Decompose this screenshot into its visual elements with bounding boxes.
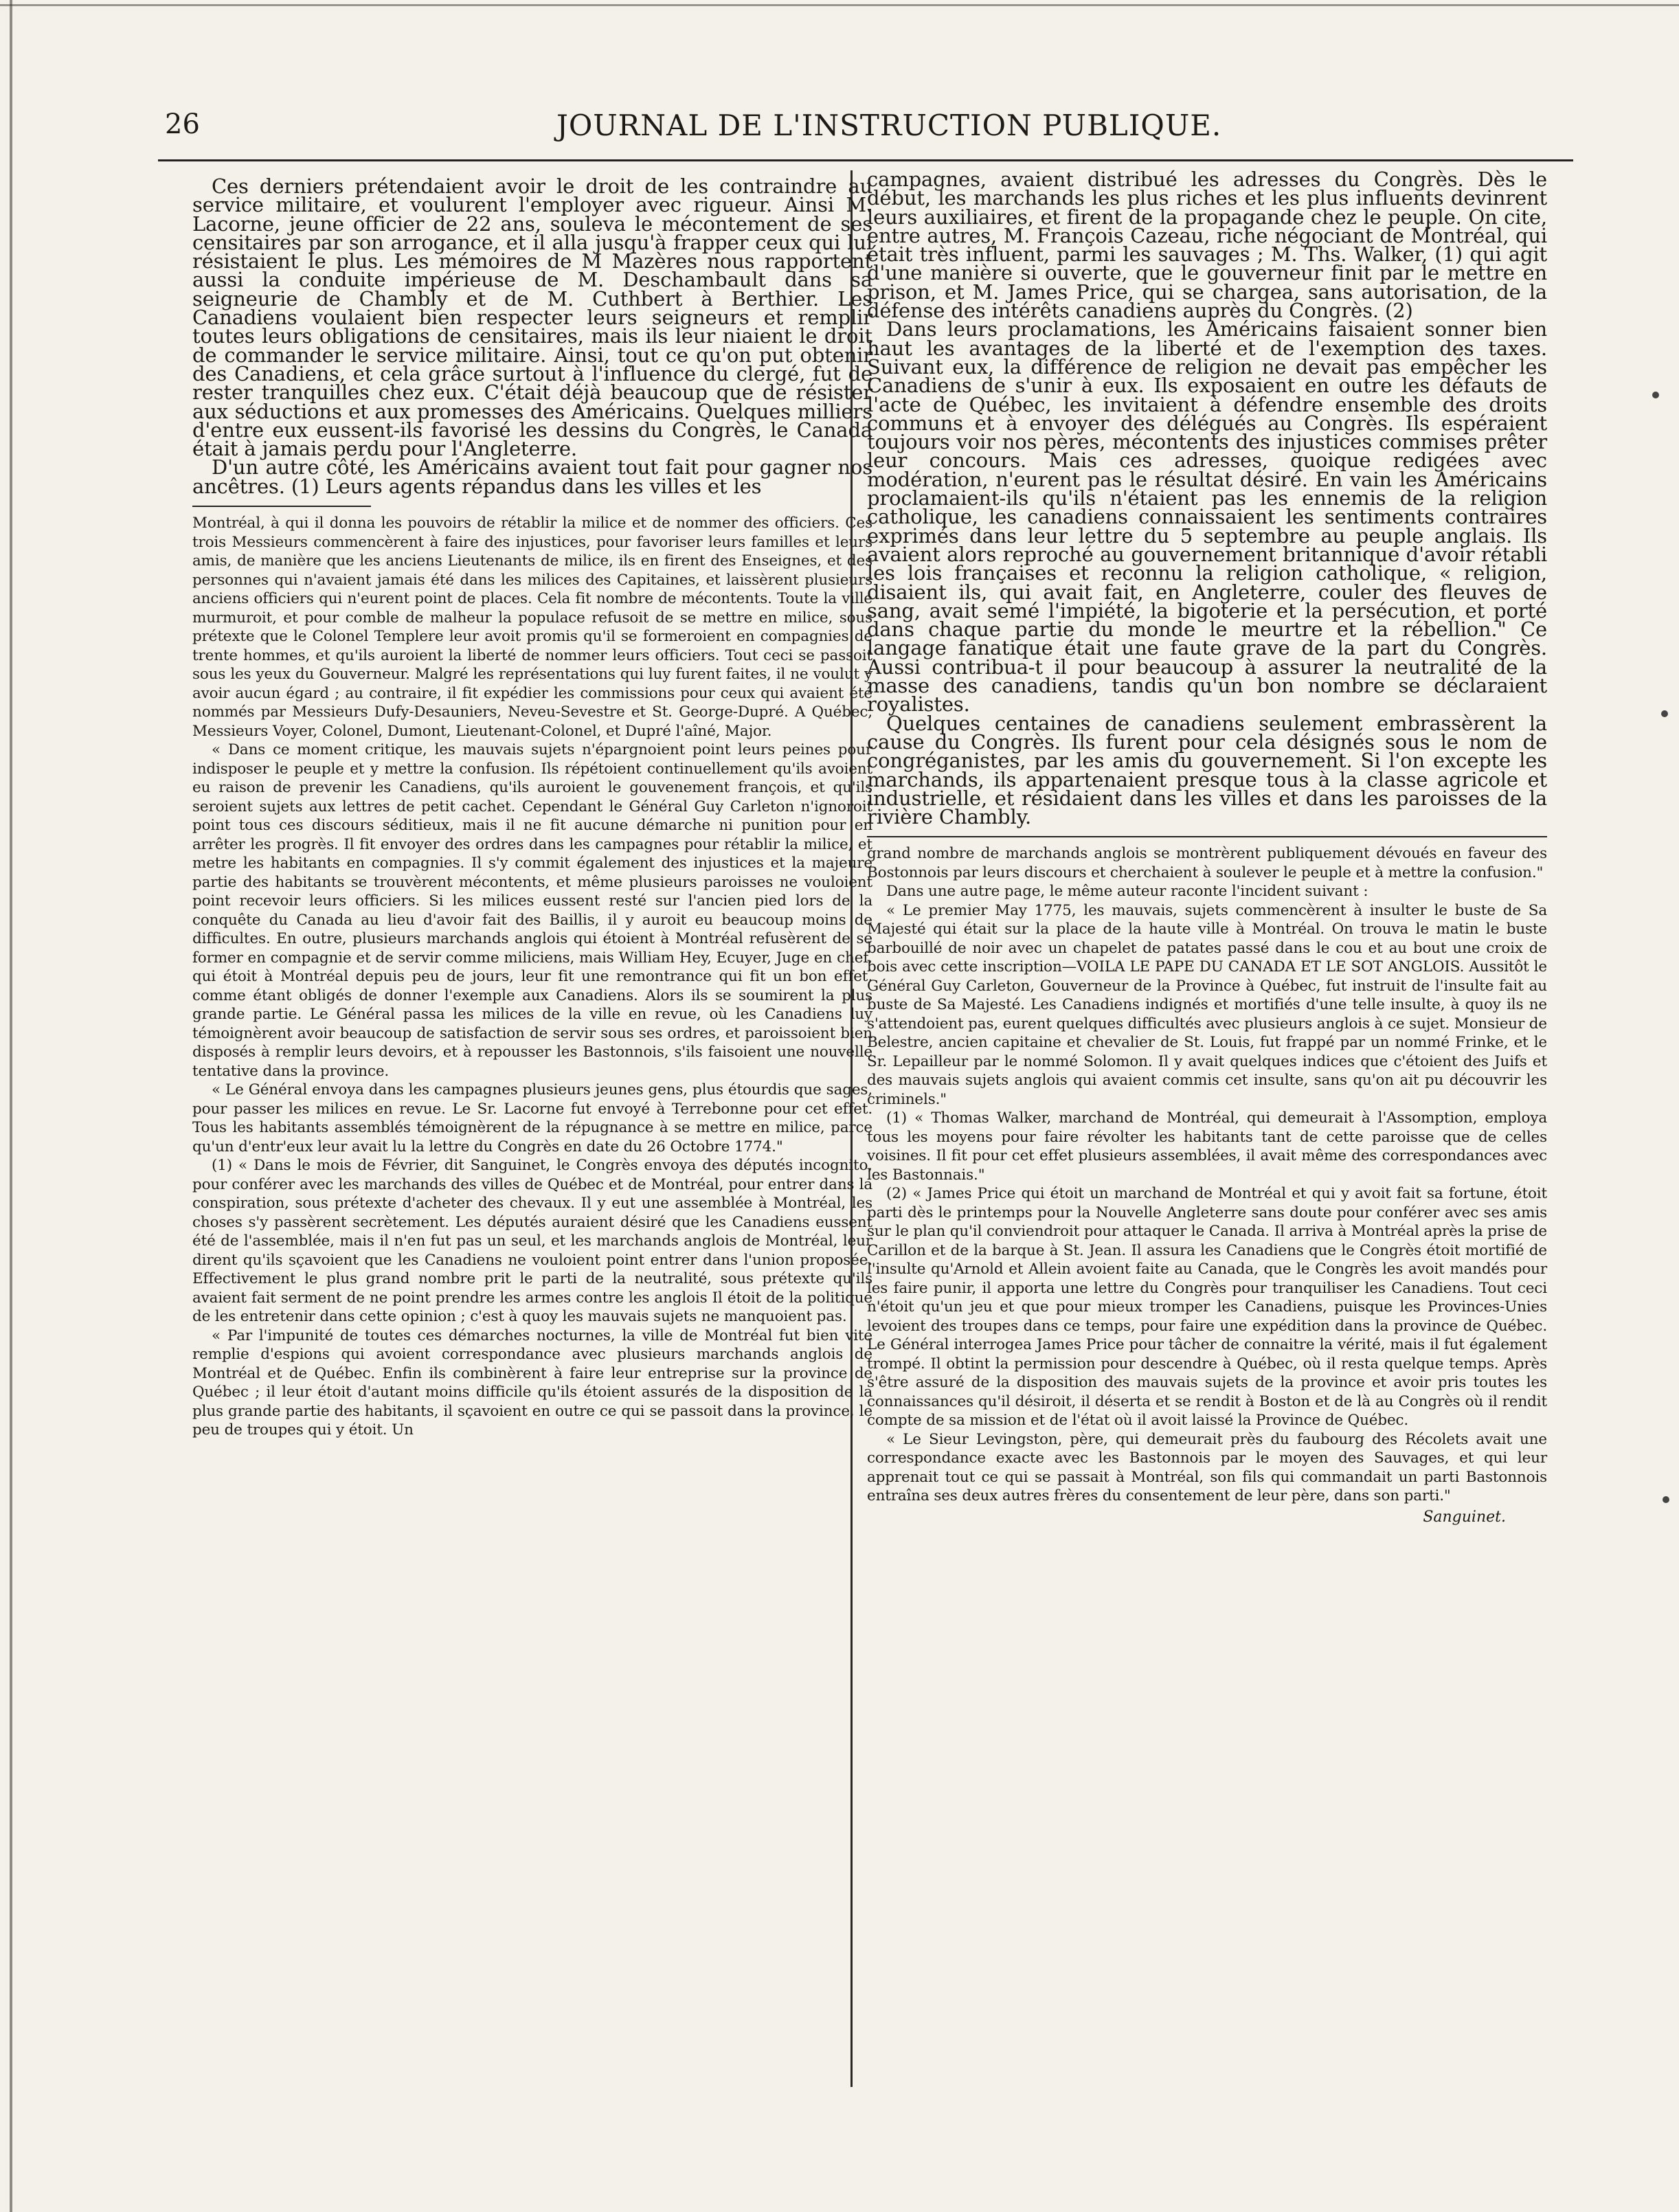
left-main-paragraph: D'un autre côté, les Américains avaient tout fait pour gagner nos ancêtres. (1) Leurs agents répandus dans les villes et les: [192, 455, 872, 498]
footnote-paragraph: Dans une autre page, le même auteur raconte l'incident suivant :: [886, 883, 1368, 901]
footnote-paragraph: « Par l'impunité de toutes ces démarches nocturnes, la ville de Montréal fut bien vite remplie d'espions qui avoient correspondance avec plusieurs marchands anglois de Montréal et de Québec. Enfin ils combinèrent à faire leur entreprise sur la province de Québec ; il leur étoit d'autant moins difficile qu'ils étoient assurés de la disposition de la plus grande partie des habitants, il sçavoient en outre ce qui se passoit dans la province, le peu de troupes qui y étoit. Un: [192, 1327, 872, 1439]
footnote-paragraph: « Le Sieur Levingston, père, qui demeurait près du faubourg des Récolets avait une correspondance exacte avec les Bastonnois par le moyen des Sauvages, et qui leur apprenait tout ce qui se passait à Montréal, son fils qui commandait un parti Bastonnois entraîna ses deux autres frères du consentement de leur père, dans son parti.": [867, 1430, 1547, 1505]
footnote-paragraph: (2) « James Price qui étoit un marchand de Montréal et qui y avoit fait sa fortune, étoit parti dès le printemps pour la Nouvelle Angleterre sans doute pour conférer avec ses amis sur le plan qu'il conviendroit pour attaquer le Canada. Il arriva à Montréal après la prise de Carillon et de la barque à St. Jean. Il assura les Canadiens que le Congrès étoit mortifié de l'insulte qu'Arnold et Allein avoient faite au Canada, que le Congrès les avoit mandés pour les faire punir, il apporta une lettre du Congrès pour tranquiliser les Canadiens. Tout ceci n'étoit qu'un jeu et que pour mieux tromper les Canadiens, puisque les Provinces-Unies levoient des troupes dans ce temps, pour faire une expédition dans la province de Québec. Le Général interrogea James Price pour tâcher de connaitre la vérité, mais il fut également trompé. Il obtint la permission pour descendre à Québec, où il resta quelque temps. Après s'être assuré de la disposition des mauvais sujets de la province et avoir pris toutes les connaissances qu'il désiroit, il déserta et se rendit à Boston et de là au Congrès où il rendit compte de sa mission et de l'état où il avoit laissé la Province de Québec.: [867, 1185, 1547, 1430]
footnote-rule: [192, 506, 371, 507]
left-main-paragraph: Ces derniers prétendaient avoir le droit de les contraindre au service militaire, et voulurent l'employer avec rigueur. Ainsi M. Lacorne, jeune officier de 22 ans, souleva le mécontement de ses censitaires par son arrogance, et il alla jusqu'à frapper ceux qui lui résistaient le plus. Les mémoires de M Mazères nous rapportent aussi la conduite impérieuse de M. Deschambault dans sa seigneurie de Chambly et de M. Cuthbert à Berthier. Les Canadiens voulaient bien respecter leurs seigneurs et remplir toutes leurs obligations de censitaires, mais ils leur niaient le droit de commander le service militaire. Ainsi, tout ce qu'on put obtenir des Canadiens, et cela grâce surtout à l'influence du clergé, fut de rester tranquilles chez eux. C'était déjà beaucoup que de résister aux séductions et aux promesses des Américains. Quelques milliers d'entre eux eussent-ils favorisé les dessins du Congrès, le Canada était à jamais perdu pour l'Angleterre.: [192, 174, 872, 461]
left-margin-edge: [10, 0, 12, 2212]
footnote-paragraph: « Le premier May 1775, les mauvais, sujets commencèrent à insulter le buste de Sa Majesté qui était sur la place de la haute ville à Montréal. On trouva le matin le buste barbouillé de noir avec un chapelet de patates passé dans le cou et au bout une croix de bois avec cette inscription—VOILA LE PAPE DU CANADA ET LE SOT ANGLOIS. Aussitôt le Général Guy Carleton, Gouverneur de la Province à Québec, fut instruit de l'insulte fait au buste de Sa Majesté. Les Canadiens indignés et mortifiés d'une telle insulte, à quoy ils ne s'attendoient pas, eurent quelques difficultés avec plusieurs anglois à ce sujet. Monsieur de Belestre, ancien capitaine et chevalier de St. Louis, fut frappé par un nommé Frinke, et le Sr. Lepailleur par le nommé Solomon. Il y avait quelques indices que c'étoient des Juifs et des mauvais sujets anglois qui avaient commis cet insulte, sans qu'on ait pu découvrir les criminels.": [867, 901, 1547, 1108]
ink-spot: [1652, 392, 1659, 398]
page-number: 26: [165, 109, 200, 140]
footnote-paragraph: « Le Général envoya dans les campagnes plusieurs jeunes gens, plus étourdis que sages, pour passer les milices en revue. Le Sr. Lacorne fut envoyé à Terrebonne pour cet effet. Tous les habitants assemblés témoignèrent de la répugnance à se mettre en milice, parce qu'un d'entr'eux leur avait lu la lettre du Congrès en date du 26 Octobre 1774.": [192, 1081, 872, 1155]
right-main-paragraph: campagnes, avaient distribué les adresses du Congrès. Dès le début, les marchands les plus riches et les plus influents devinrent leurs auxiliaires, et firent de la propagande chez le peuple. On cite, entre autres, M. François Cazeau, riche négociant de Montréal, qui était très influent, parmi les sauvages ; M. Ths. Walker, (1) qui agit d'une manière si ouverte, que le gouverneur finit par le mettre en prison, et M. James Price, qui se chargea, sans autorisation, de la défense des intérêts canadiens auprès du Congrès. (2): [867, 168, 1547, 323]
footnote-paragraph: (1) « Thomas Walker, marchand de Montréal, qui demeurait à l'Assomption, employa tous les moyens pour faire révolter les habitants tant de cette paroisse que de celles voisines. Il fit pour cet effet plusieurs assemblées, il avait même des correspondances avec les Bastonnais.": [867, 1109, 1547, 1184]
signature: Sanguinet.: [1423, 1508, 1506, 1526]
ink-spot: [1661, 710, 1668, 717]
journal-title: JOURNAL DE L'INSTRUCTION PUBLIQUE.: [556, 109, 1222, 142]
footnote-paragraph: « Dans ce moment critique, les mauvais sujets n'épargnoient point leurs peines pour indisposer le peuple et y mettre la confusion. Ils répétoient continuellement qu'ils avoient eu raison de prevenir les Canadiens, qu'ils auroient le gouvenement françois, et qu'ils seroient sujets aux lettres de petit cachet. Cependant le Général Guy Carleton n'ignoroit point tous ces discours séditieux, mais il ne fit aucune démarche ni punition pour en arrêter les progrès. Il fit envoyer des ordres dans les campagnes pour rétablir la milice, et metre les habitants en compagnies. Il s'y commit également des injustices et la majeure partie des habitants se trouvèrent mécontents, et même plusieurs paroisses ne vouloient point recevoir leurs officiers. Si les milices eussent resté sur l'ancien pied lors de la conquête du Canada au lieu d'avoir fait des Baillis, il y auroit eu beaucoup moins de difficultes. En outre, plusieurs marchands anglois qui étoient à Montréal refusèrent de se former en compagnie et de servir comme miliciens, mais William Hey, Ecuyer, Juge en chef, qui étoit à Montréal depuis peu de jours, leur fit une remontrance qui fit un bon effet, comme étant obligés de donner l'exemple aux Canadiens. Alors ils se soumirent la plus grande partie. Le Général passa les milices de la ville en revue, où les Canadiens luy témoignèrent avoir beaucoup de satisfaction de servir sous ses ordres, et paroissoient bien disposés à remplir leurs devoirs, et à repousser les Bastonnois, s'ils faisoient une nouvelle tentative dans la province.: [192, 741, 872, 1080]
footnote-paragraph: Montréal, à qui il donna les pouvoirs de rétablir la milice et de nommer des officiers. Ces trois Messieurs commencèrent à faire des injustices, pour favoriser leurs familles et leurs amis, de manière que les anciens Lieutenants de milice, ils en firent des Enseignes, et des personnes qui n'avaient jamais été dans les milices des Capitaines, et laissèrent plusieurs anciens officiers qui n'eurent point de places. Cela fit nombre de mécontents. Toute la ville murmuroit, et pour comble de malheur la populace refusoit de se mettre en milice, sous prétexte que le Colonel Templere leur avoit promis qu'il se formeroient en compagnies de trente hommes, et qu'ils auroient la liberté de nommer leurs officiers. Tout ceci se passoit sous les yeux du Gouverneur. Malgré les représentations qui luy furent faites, il ne voulut y avoir aucun égard ; au contraire, il fit expédier les commissions pour ceux qui avaient été nommés par Messieurs Dufy-Desauniers, Neveu-Sevestre et St. George-Dupré. A Québec, Messieurs Voyer, Colonel, Dumont, Lieutenant-Colonel, et Dupré l'aîné, Major.: [192, 515, 872, 740]
right-column: [867, 170, 1547, 1526]
ink-spot: [1663, 1496, 1669, 1503]
footnote-paragraph: (1) « Dans le mois de Février, dit Sanguinet, le Congrès envoya des députés incognito, pour conférer avec les marchands des villes de Québec et de Montréal, pour entrer dans la conspiration, sous prétexte d'acheter des chevaux. Il y eut une assemblée à Montréal, les choses s'y passèrent secrètement. Les députés auraient désiré que les Canadiens eussent été de l'assemblée, mais il n'en fut pas un seul, et les marchands anglois de Montréal, leur dirent qu'ils sçavoient que les Canadiens ne vouloient point entrer dans l'union proposée. Effectivement le plus grand nombre prit le parti de la neutralité, sous prétexte qu'ils avaient fait serment de ne point prendre les armes contre les anglois Il étoit de la politique de les entretenir dans cette opinion ; c'est à quoy les mauvais sujets ne manquoient pas.: [192, 1157, 872, 1326]
header-rule: [158, 159, 1573, 161]
right-main-paragraph: Quelques centaines de canadiens seulement embrassèrent la cause du Congrès. Ils furent pour cela désignés sous le nom de congréganistes, par les amis du gouvernement. Si l'on excepte les marchands, ils appartenaient presque tous à la classe agricole et industrielle, et résidaient dans les villes et dans les paroisses de la rivière Chambly.: [867, 711, 1547, 829]
left-main-text: [192, 174, 872, 498]
footnote-rule: [867, 836, 1547, 837]
top-edge-line: [0, 4, 1679, 6]
right-main-paragraph: Dans leurs proclamations, les Américains faisaient sonner bien haut les avantages de la liberté et de l'exemption des taxes. Suivant eux, la différence de religion ne devait pas empêcher les Canadiens de s'unir à eux. Ils exposaient en outre les défauts de l'acte de Québec, les invitaient à défendre ensemble des droits communs et à envoyer des délégués au Congrès. Ils espéraient toujours voir nos pères, mécontents des injustices commises prêter leur concours. Mais ces adresses, quoique redigées avec modération, n'eurent pas le résultat désiré. En vain les Américains proclamaient-ils qu'ils n'étaient pas les ennemis de la religion catholique, les canadiens connaissaient les sentiments contraires exprimés dans leur lettre du 5 septembre au peuple anglais. Ils avaient alors reproché au gouvernement britannique d'avoir rétabli les lois françaises et reconnu la religion catholique, « religion, disaient ils, qui avait fait, en Angleterre, couler des fleuves de sang, avait semé l'impiété, la bigoterie et la persécution, et porté dans chaque partie du monde le meurtre et la rébellion." Ce langage fanatique était une faute grave de la part du Congrès. Aussi contribua-t il pour beaucoup à assurer la neutralité de la masse des canadiens, tandis qu'un bon nombre se déclaraient royalistes.: [867, 317, 1547, 716]
left-column: [192, 174, 872, 1440]
page-header: [158, 109, 1539, 157]
left-footnotes: [192, 514, 872, 1440]
right-main-text: [867, 168, 1547, 829]
footnote-paragraph: grand nombre de marchands anglois se montrèrent publiquement dévoués en faveur des Bostonnois par leurs discours et cherchaient à soulever le peuple et à mettre la confusion.": [867, 845, 1547, 881]
right-footnotes: [867, 844, 1547, 1506]
